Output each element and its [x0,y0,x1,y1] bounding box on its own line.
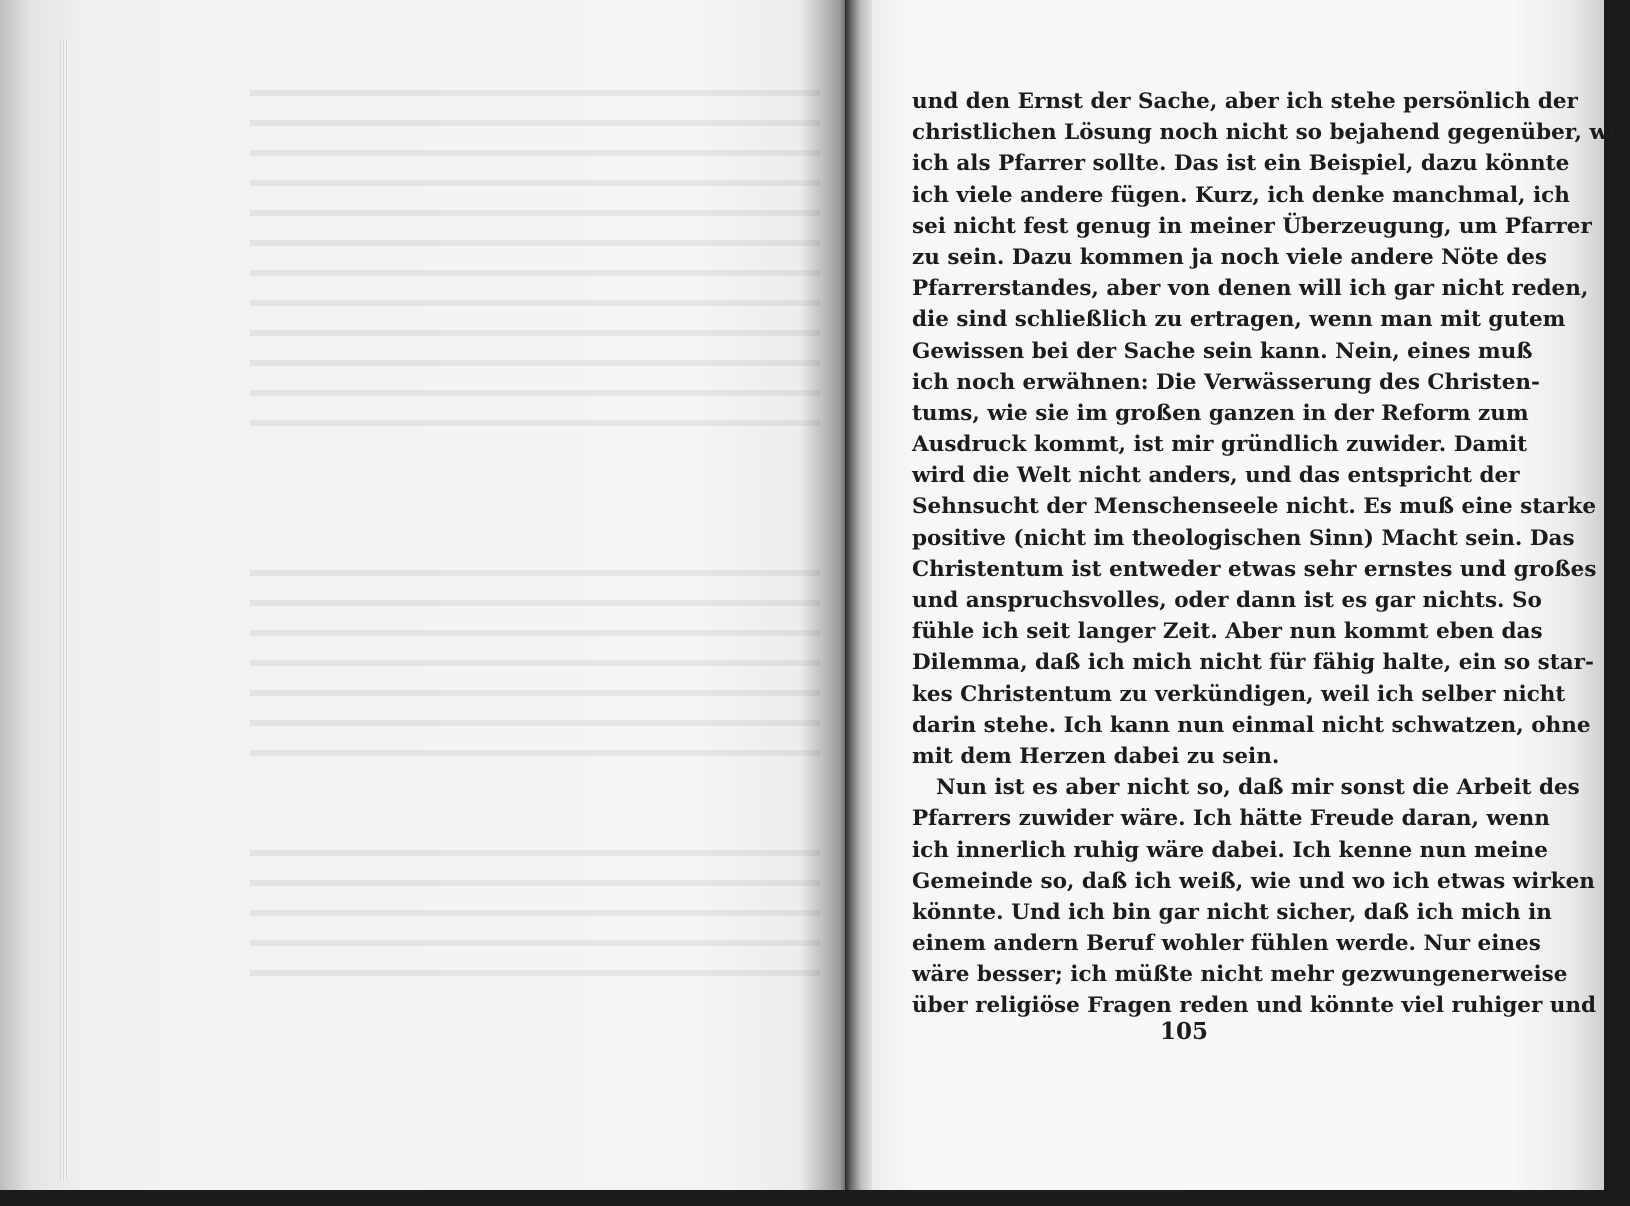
text-line: kes Christentum zu verkündigen, weil ich selber nicht [912,681,1566,707]
text-line: Gewissen bei der Sache sein kann. Nein, eines muß [912,338,1533,364]
text-line: fühle ich seit langer Zeit. Aber nun kommt eben das [912,619,1543,645]
text-line: wäre besser; ich müßte nicht mehr gezwungenerweise [912,962,1568,988]
text-line: könnte. Und ich bin gar nicht sicher, daß ich mich in [912,899,1552,925]
text-line: Ausdruck kommt, ist mir gründlich zuwider. Damit [912,432,1528,458]
text-line: positive (nicht im theologischen Sinn) Macht sein. Das [912,525,1575,551]
text-line: ich innerlich ruhig wäre dabei. Ich kenne nun meine [912,837,1548,863]
page-edge-stack [60,40,68,1180]
text-line: wird die Welt nicht anders, und das entspricht der [912,463,1520,489]
text-line: ich noch erwähnen: Die Verwässerung des Christen- [912,369,1540,395]
text-line: zu sein. Dazu kommen ja noch viele andere Nöte des [912,244,1548,270]
scan-bottom-edge [0,1190,1604,1206]
text-line: einem andern Beruf wohler fühlen werde. Nur eines [912,931,1541,957]
text-line: Gemeinde so, daß ich weiß, wie und wo ich etwas wirken [912,868,1595,894]
text-line: Pfarrerstandes, aber von denen will ich gar nicht reden, [912,276,1589,302]
right-page-body-text [912,86,1630,1022]
book-gutter [845,0,875,1196]
text-line: und anspruchsvolles, oder dann ist es gar nichts. So [912,588,1542,613]
text-line: Nun ist es aber nicht so, daß mir sonst die Arbeit des [936,775,1580,801]
text-line: tums, wie sie im großen ganzen in der Reform zum [912,400,1529,426]
text-line: die sind schließlich zu ertragen, wenn man mit gutem [912,307,1566,333]
text-line: über religiöse Fragen reden und könnte viel ruhiger und [912,993,1597,1019]
text-line: Christentum ist entweder etwas sehr ernstes und großes [912,556,1597,582]
text-line: mit dem Herzen dabei zu sein. [912,743,1280,769]
text-line: darin stehe. Ich kann nun einmal nicht schwatzen, ohne [912,712,1591,738]
text-line: Pfarrers zuwider wäre. Ich hätte Freude daran, wenn [912,806,1550,832]
text-line: Dilemma, daß ich mich nicht für fähig halte, ein so star- [912,650,1594,676]
text-line: ich als Pfarrer sollte. Das ist ein Beispiel, dazu könnte [912,151,1570,177]
show-through-text-bottom [250,850,820,980]
text-line: sei nicht fest genug in meiner Überzeugung, um Pfarrer [912,213,1592,239]
text-line: Sehnsucht der Menschenseele nicht. Es muß eine starke [912,494,1597,520]
text-line: christlichen Lösung noch nicht so bejahend gegenüber, wie [912,120,1630,146]
show-through-text-middle [250,570,820,780]
show-through-text-top [250,90,820,450]
text-line: ich viele andere fügen. Kurz, ich denke manchmal, ich [912,182,1570,208]
text-line: und den Ernst der Sache, aber ich stehe persönlich der [912,89,1578,114]
page-number: 105 [1160,1018,1209,1045]
